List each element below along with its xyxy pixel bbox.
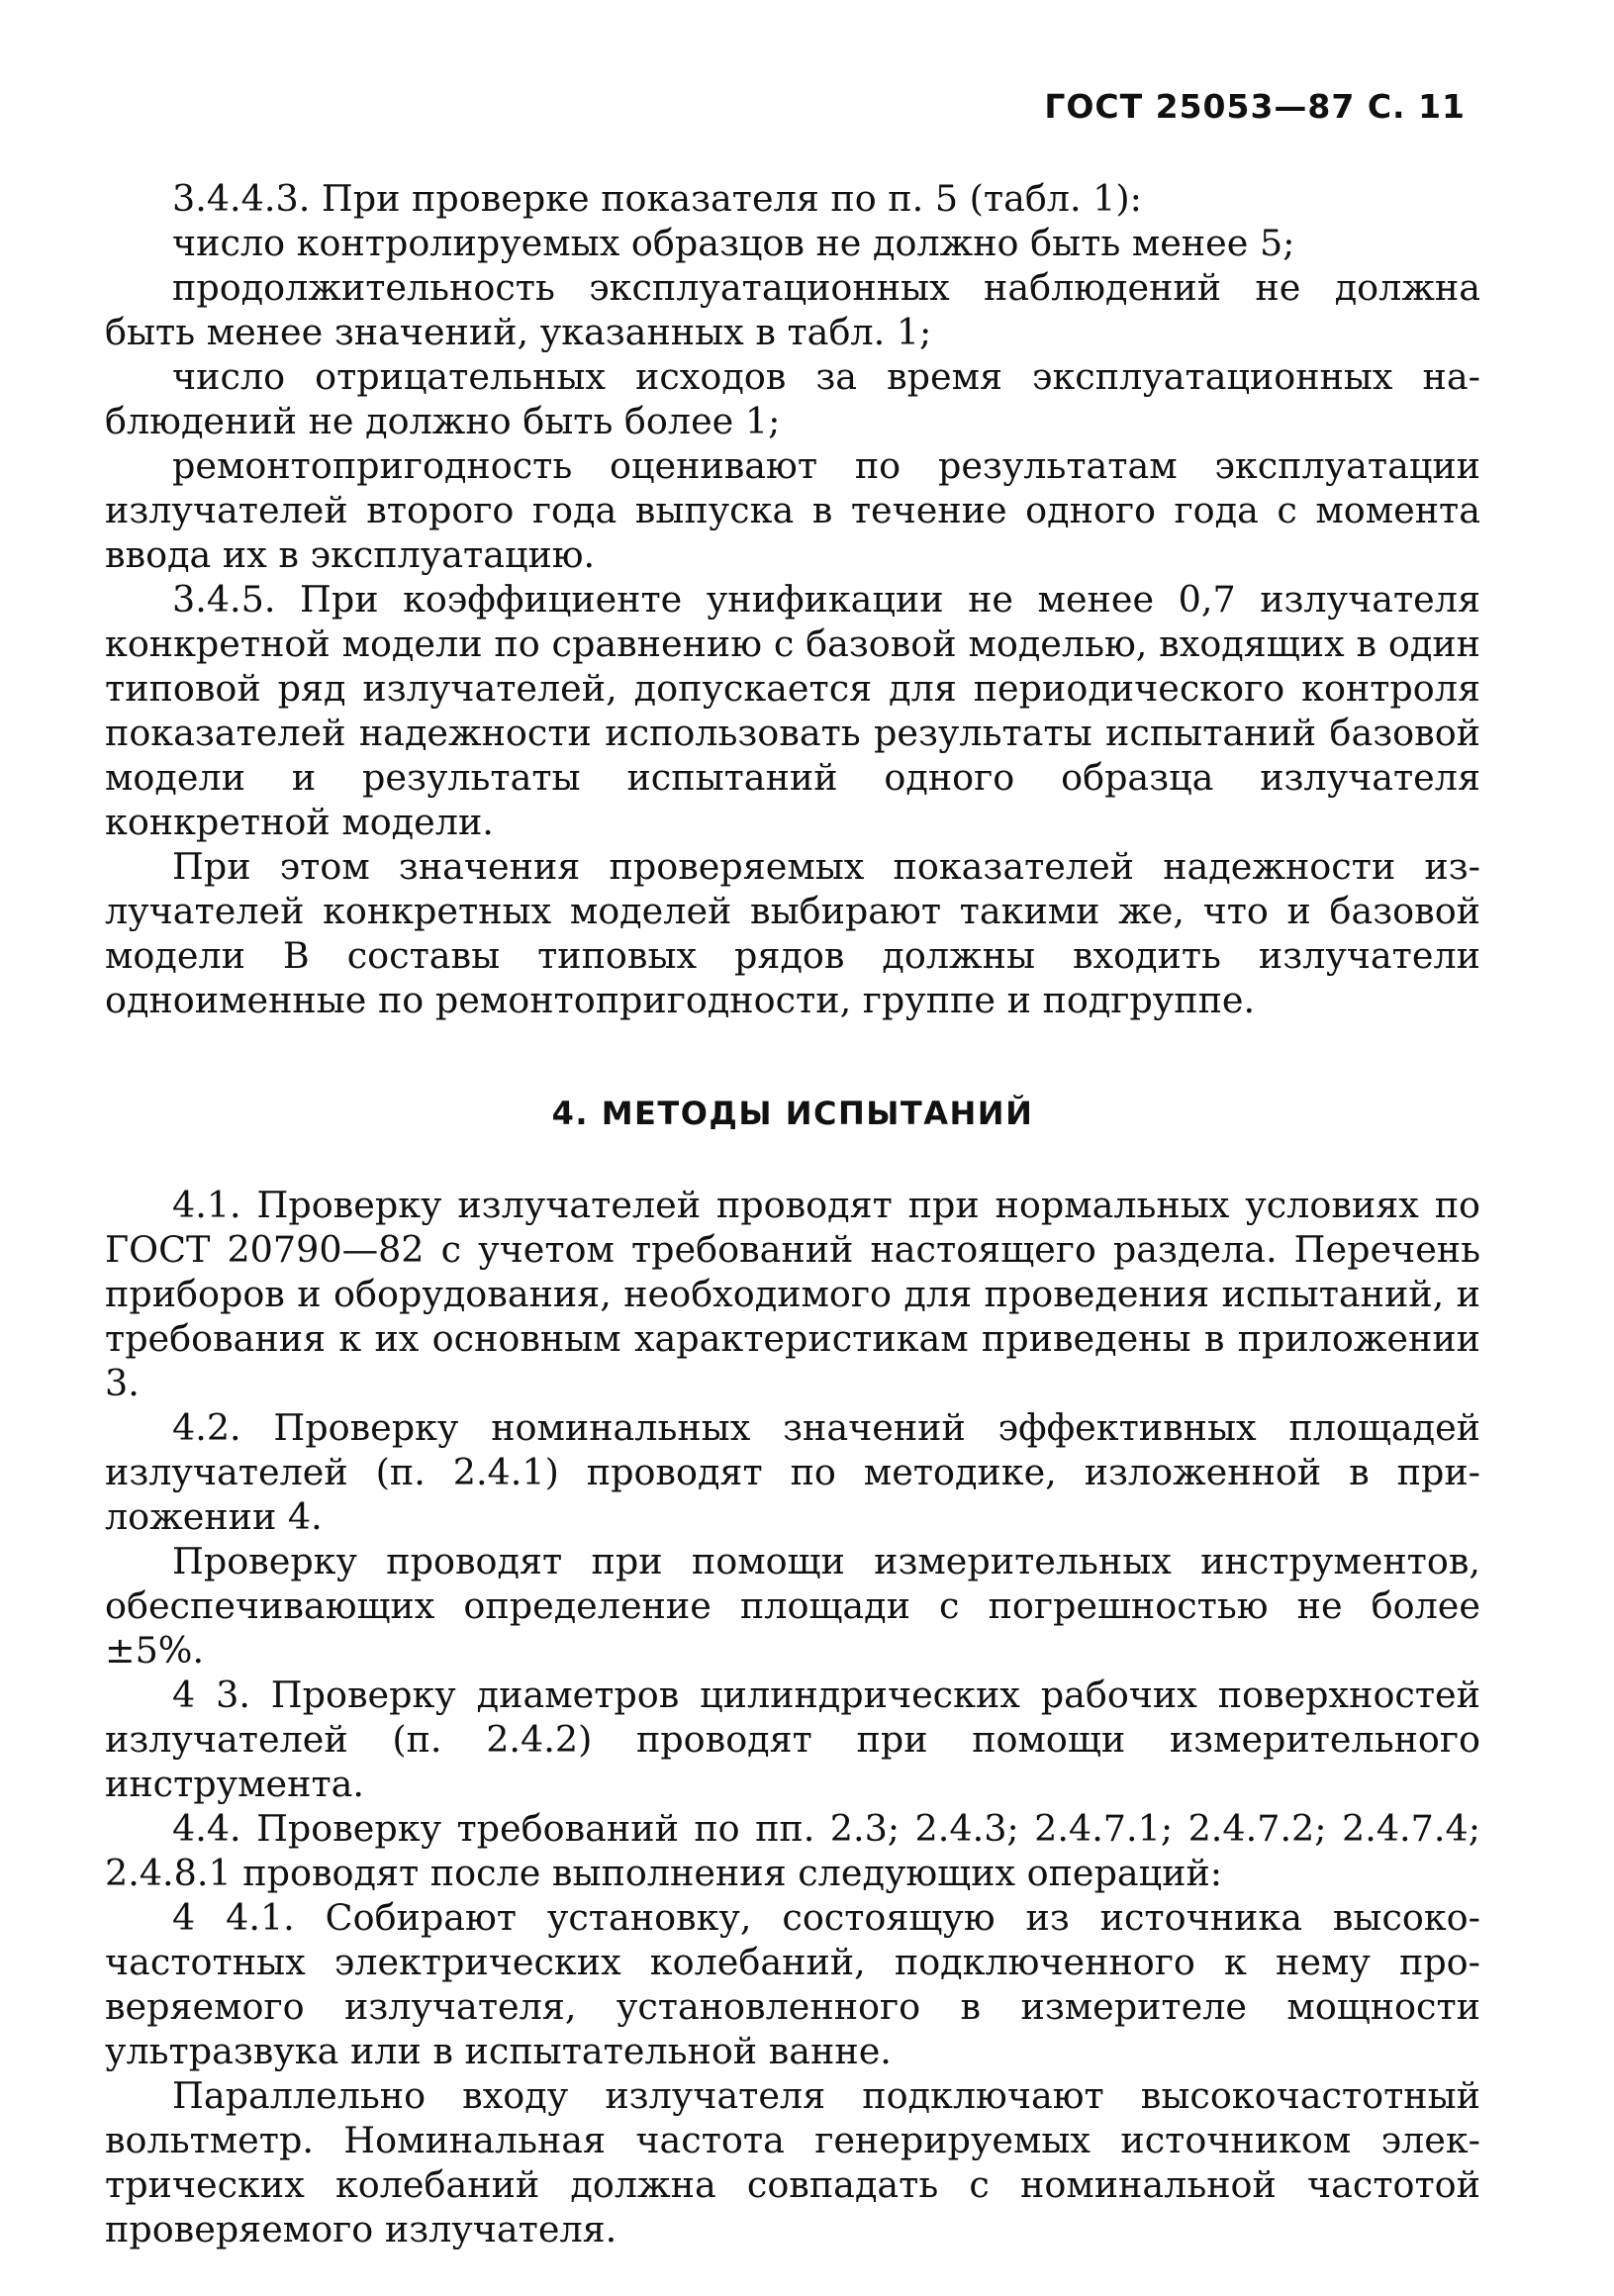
paragraph-voltmeter: Параллельно входу излучателя подключают высокочастотный вольтметр. Номинальная частота генерируемых источником электрических колебаний должна совпадать с номинальной частотой проверяемого излучателя.	[105, 2074, 1480, 2250]
paragraph-3-4-4-3: 3.4.4.3. При проверке показателя по п. 5 (табл. 1):	[172, 177, 1142, 220]
body-text	[105, 176, 1480, 2251]
paragraph-4-1: 4.1. Проверку излучателей проводят при нормальных условиях по ГОСТ 20790—82 с учетом требований настоящего раздела. Перечень приборов и оборудования, необходимого для проведения испытаний, и требования к их основным характеристикам приведены в приложении 3.	[105, 1184, 1480, 1404]
paragraph-4-4: 4.4. Проверку требований по пп. 2.3; 2.4.3; 2.4.7.1; 2.4.7.2; 2.4.7.4; 2.4.8.1 проводят после выполнения следующих операций:	[105, 1807, 1480, 1894]
paragraph-4-3: 4 3. Проверку диаметров цилиндрических рабочих поверхностей излучателей (п. 2.4.2) проводят при помощи измерительного инструмента.	[105, 1674, 1480, 1805]
section-heading: 4. МЕТОДЫ ИСПЫТАНИЙ	[551, 1095, 1034, 1132]
paragraph-4-4-1: 4 4.1. Собирают установку, состоящую из источника высокочастотных электрических колебаний, подключенного к нему проверяемого излучателя, установленного в измерителе мощности ультразвука или в испытательной ванне.	[105, 1896, 1480, 2072]
paragraph-observation-duration: продолжительность эксплуатационных наблюдений не должна быть менее значений, указанных в табл. 1;	[105, 266, 1480, 353]
paragraph-4-2: 4.2. Проверку номинальных значений эффективных площадей излучателей (п. 2.4.1) проводят по методике, изложенной в приложении 4.	[105, 1406, 1480, 1538]
paragraph-typical-series: При этом значения проверяемых показателей надежности излучателей конкретных моделей выбирают такими же, что и базовой модели В составы типовых рядов должны входить излучатели одноименные по ремонтопригодности, группе и подгруппе.	[105, 845, 1480, 1021]
running-head: ГОСТ 25053—87 С. 11	[1044, 87, 1466, 126]
paragraph-3-4-5: 3.4.5. При коэффициенте унификации не менее 0,7 излучателя конкретной модели по сравнению с базовой моделью, входящих в один типовой ряд излучателей, допускается для периодического контроля показателей надежности использовать результаты испытаний базовой модели и результаты испытаний одного образца излучателя конкретной модели.	[105, 578, 1480, 843]
paragraph-sample-count: число контролируемых образцов не должно быть менее 5;	[172, 222, 1295, 264]
paragraph-measurement-tools: Проверку проводят при помощи измерительных инструментов, обеспечивающих определение площади с погрешностью не более ±5%.	[105, 1540, 1480, 1672]
paragraph-maintainability: ремонтопригодность оценивают по результатам эксплуатации излучателей второго года выпуска в течение одного года с момента ввода их в эксплуатацию.	[105, 444, 1480, 576]
paragraph-negative-outcomes: число отрицательных исходов за время эксплуатационных наблюдений не должно быть более 1;	[105, 355, 1480, 442]
